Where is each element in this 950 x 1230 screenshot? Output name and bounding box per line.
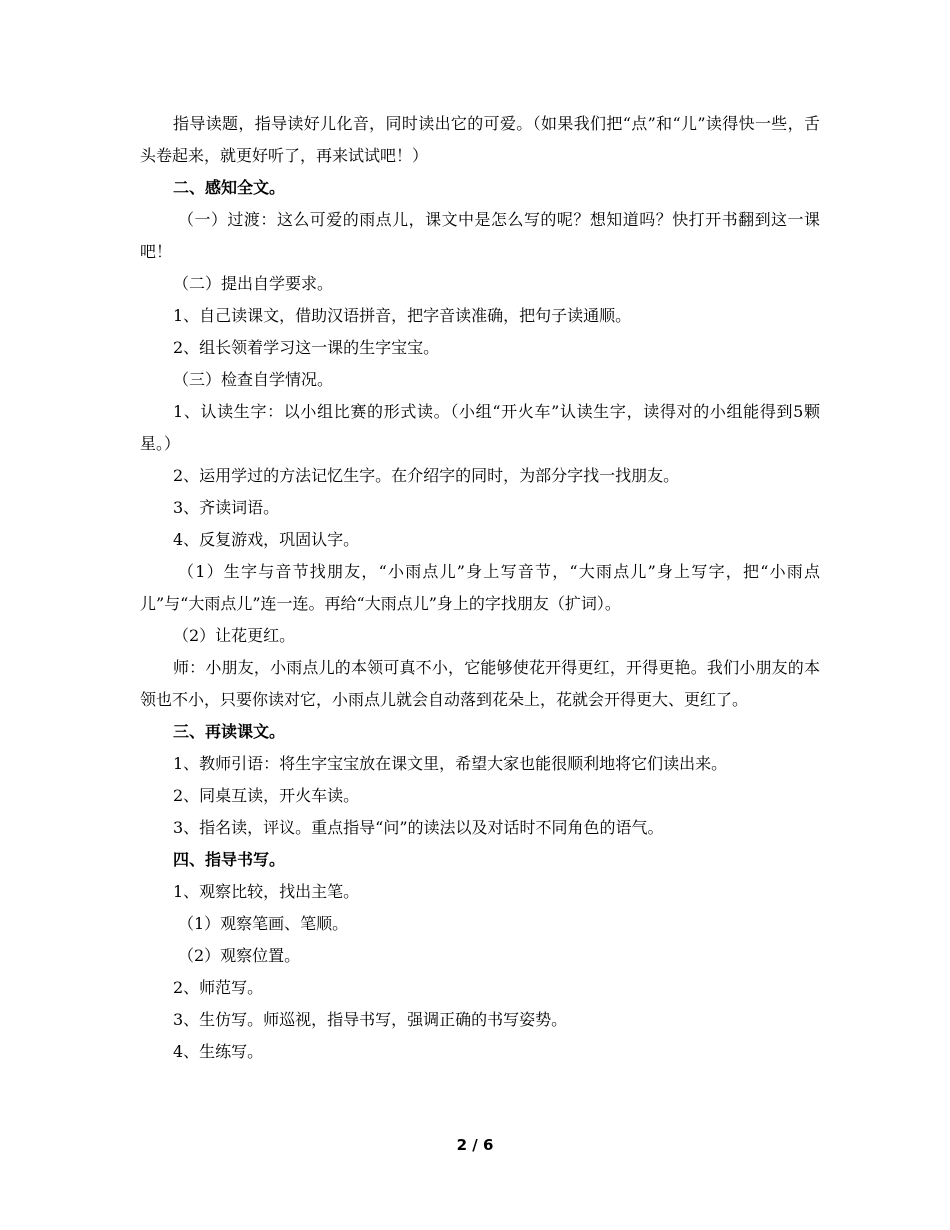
- paragraph: （二）提出自学要求。: [173, 274, 334, 293]
- paragraph: 1、认读生字：以小组比赛的形式读。（小组“开火车”认读生字，读得对的小组能得到5颗星。）: [140, 402, 820, 453]
- paragraph: （三）检查自学情况。: [173, 370, 334, 389]
- paragraph: 3、齐读词语。: [173, 498, 280, 517]
- paragraph: 2、同桌互读，开火车读。: [173, 786, 360, 805]
- section-heading: 三、再读课文。: [173, 722, 286, 741]
- paragraph: 4、生练写。: [173, 1042, 264, 1061]
- paragraph: 2、组长领着学习这一课的生字宝宝。: [173, 338, 440, 357]
- paragraph: （一）过渡：这么可爱的雨点儿，课文中是怎么写的呢？想知道吗？快打开书翻到这一课吧！: [140, 210, 820, 261]
- paragraph: 3、指名读，评议。重点指导“问”的读法以及对话时不同角色的语气。: [173, 818, 664, 837]
- paragraph: （2）让花更红。: [173, 626, 296, 645]
- paragraph: 3、生仿写。师巡视，指导书写，强调正确的书写姿势。: [173, 1010, 568, 1029]
- paragraph: 4、反复游戏，巩固认字。: [173, 530, 360, 549]
- paragraph: 2、运用学过的方法记忆生字。在介绍字的同时，为部分字找一找朋友。: [173, 466, 680, 485]
- paragraph: （1）生字与音节找朋友，“小雨点儿”身上写音节，“大雨点儿”身上写字，把“小雨点儿”与“大雨点儿”连一连。再给“大雨点儿”身上的字找朋友（扩词）。: [140, 562, 820, 613]
- paragraph: （1）观察笔画、笔顺。: [178, 914, 349, 933]
- paragraph: 1、自己读课文，借助汉语拼音，把字音读准确，把句子读通顺。: [173, 306, 632, 325]
- paragraph: 指导读题，指导读好儿化音，同时读出它的可爱。（如果我们把“点”和“儿”读得快一些，舌头卷起来，就更好听了，再来试试吧！）: [140, 114, 820, 165]
- paragraph: 1、教师引语：将生字宝宝放在课文里，希望大家也能很顺利地将它们读出来。: [173, 754, 728, 773]
- document-body: [140, 108, 820, 1068]
- paragraph: 师：小朋友，小雨点儿的本领可真不小，它能够使花开得更红，开得更艳。我们小朋友的本领也不小，只要你读对它，小雨点儿就会自动落到花朵上，花就会开得更大、更红了。: [140, 658, 820, 709]
- paragraph: 1、观察比较，找出主笔。: [173, 882, 360, 901]
- paragraph: 2、师范写。: [173, 978, 264, 997]
- section-heading: 二、感知全文。: [173, 178, 286, 197]
- paragraph: （2）观察位置。: [178, 946, 301, 965]
- section-heading: 四、指导书写。: [173, 850, 286, 869]
- page-number: 2 / 6: [456, 1136, 494, 1154]
